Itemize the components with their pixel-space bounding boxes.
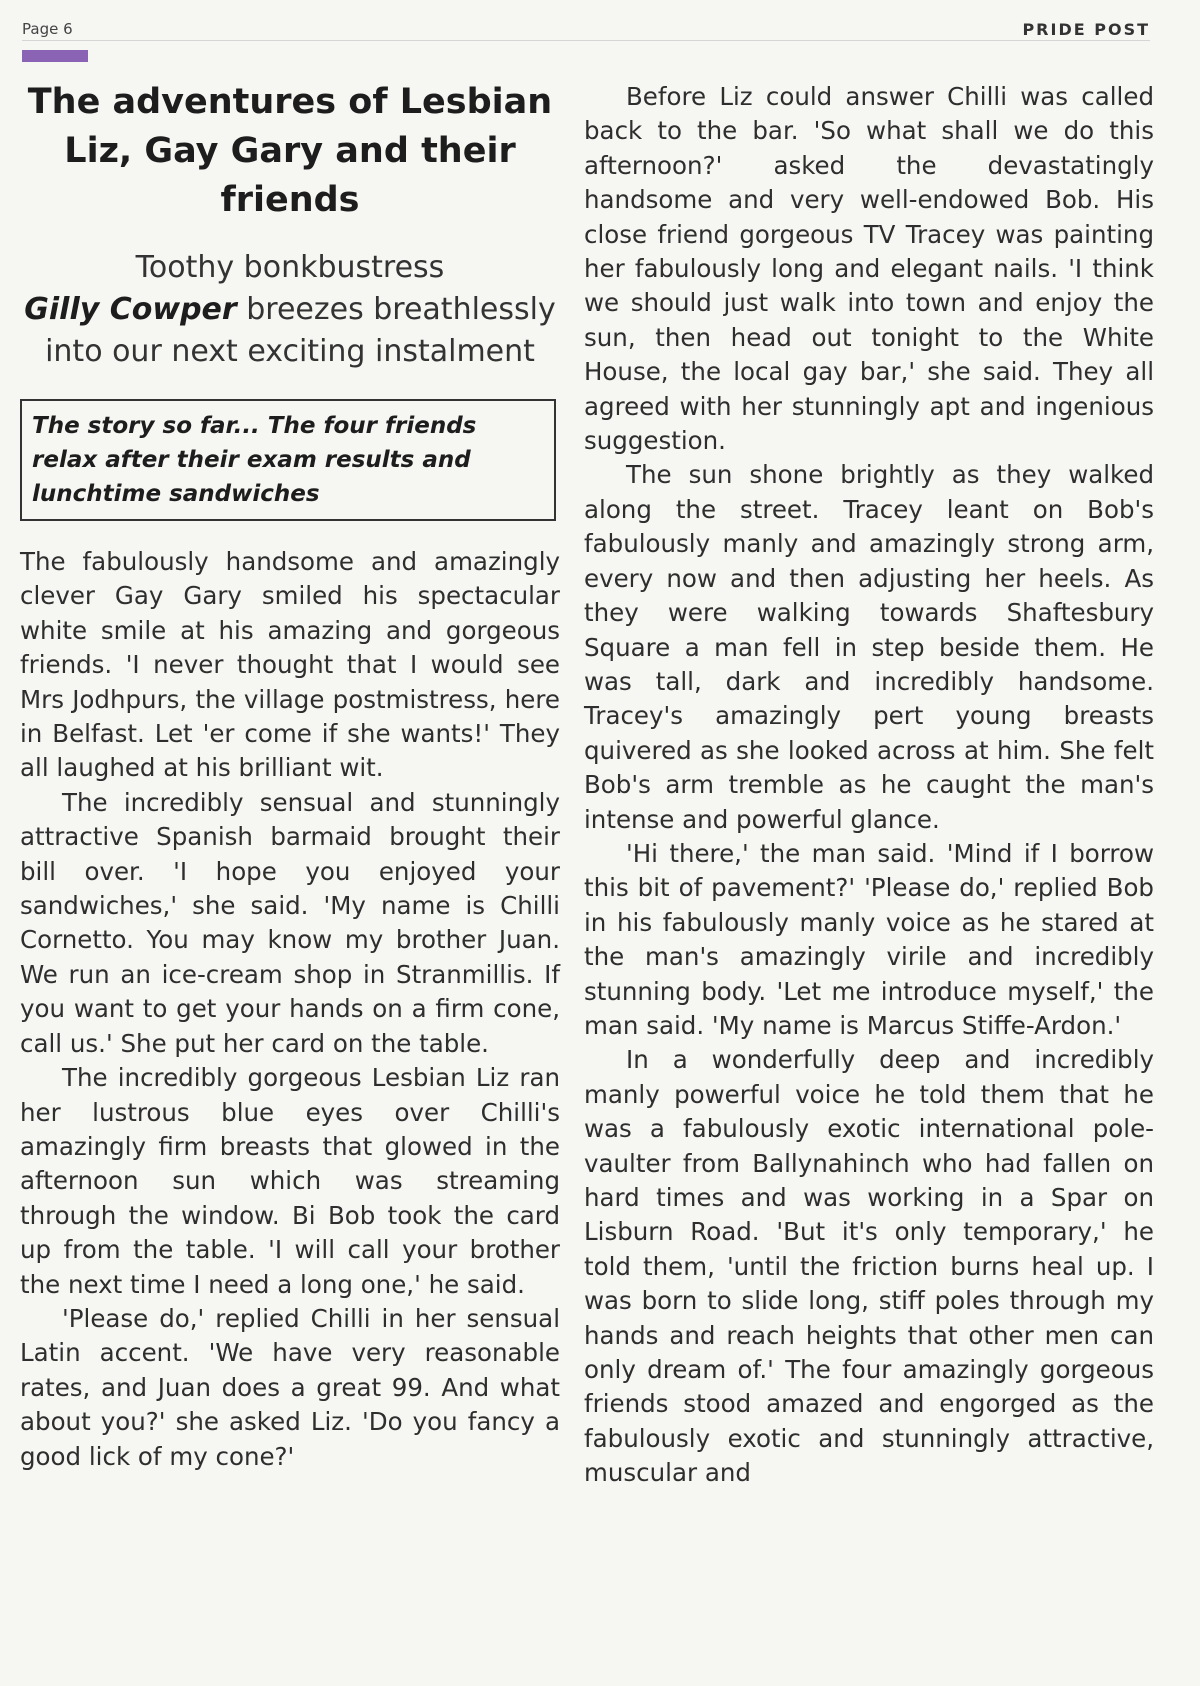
left-column bbox=[20, 78, 560, 1474]
body-paragraph: Before Liz could answer Chilli was called back to the bar. 'So what shall we do this afternoon?' asked the devastatingly handsome and very well-endowed Bob. His close friend gorgeous TV Tracey was painting her fabulously long and elegant nails. 'I think we should just walk into town and enjoy the sun, then head out tonight to the White House, the local gay bar,' she said. They all agreed with her stunningly apt and ingenious suggestion. bbox=[584, 82, 1154, 456]
section-tab bbox=[22, 50, 88, 62]
page-header bbox=[22, 14, 1150, 41]
body-paragraph: The incredibly sensual and stunningly attractive Spanish barmaid brought their bill over. 'I hope you enjoyed your sandwiches,' she said. 'My name is Chilli Cornetto. You may know my brother Juan. We run an ice-cream shop in Stranmillis. If you want to get your hands on a firm cone, call us.' She put her card on the table. bbox=[20, 787, 560, 1058]
right-body bbox=[584, 80, 1154, 1491]
page-number: Page 6 bbox=[22, 20, 73, 38]
standfirst bbox=[20, 247, 560, 373]
body-paragraph: The incredibly gorgeous Lesbian Liz ran her lustrous blue eyes over Chilli's amazingly firm breasts that glowed in the afternoon sun which was streaming through the window. Bi Bob took the card up from the table. 'I will call your brother the next time I need a long one,' he said. bbox=[20, 1063, 560, 1299]
body-paragraph: The fabulously handsome and amazingly clever Gay Gary smiled his spectacular white smile at his amazing and gorgeous friends. 'I never thought that I would see Mrs Jodhpurs, the village postmistress, here in Belfast. Let 'er come if she wants!' They all laughed at his brilliant wit. bbox=[20, 547, 560, 783]
author-name: Gilly Cowper bbox=[24, 292, 237, 327]
right-column bbox=[584, 80, 1154, 1491]
left-body bbox=[20, 545, 560, 1474]
body-paragraph: In a wonderfully deep and incredibly manly powerful voice he told them that he was a fabulously exotic international pole-vaulter from Ballynahinch who had fallen on hard times and was working in a Spar on Lisburn Road. 'But it's only temporary,' he told them, 'until the friction burns heal up. I was born to slide long, stiff poles through my hands and reach heights that other men can only dream of.' The four amazingly gorgeous friends stood amazed and engorged as the fabulously exotic and stunningly attractive, muscular and bbox=[584, 1045, 1154, 1488]
body-paragraph: 'Please do,' replied Chilli in her sensual Latin accent. 'We have very reasonable rates, and Juan does a great 99. And what about you?' she asked Liz. 'Do you fancy a good lick of my cone?' bbox=[20, 1303, 560, 1471]
story-so-far-box: The story so far... The four friends relax after their exam results and lunchtime sandwiches bbox=[20, 399, 556, 521]
body-paragraph: 'Hi there,' the man said. 'Mind if I borrow this bit of pavement?' 'Please do,' replied Bob in his fabulously manly voice as he stared at the man's amazingly virile and incredibly stunning body. 'Let me introduce myself,' the man said. 'My name is Marcus Stiffe-Ardon.' bbox=[584, 838, 1154, 1040]
article-title: The adventures of Lesbian Liz, Gay Gary and their friends bbox=[27, 82, 553, 220]
standfirst-intro: Toothy bonkbustress bbox=[135, 250, 445, 285]
body-paragraph: The sun shone brightly as they walked along the street. Tracey leant on Bob's fabulously manly and amazingly strong arm, every now and then adjusting her heels. As they were walking towards Shaftesbury Square a man fell in step beside them. He was tall, dark and incredibly handsome. Tracey's amazingly pert young breasts quivered as she looked across at him. She felt Bob's arm tremble as he caught the man's intense and powerful glance. bbox=[584, 460, 1154, 834]
publication-name: PRIDE POST bbox=[1022, 20, 1150, 39]
standfirst-rest: breezes breathlessly into our next exciting instalment bbox=[45, 292, 556, 369]
